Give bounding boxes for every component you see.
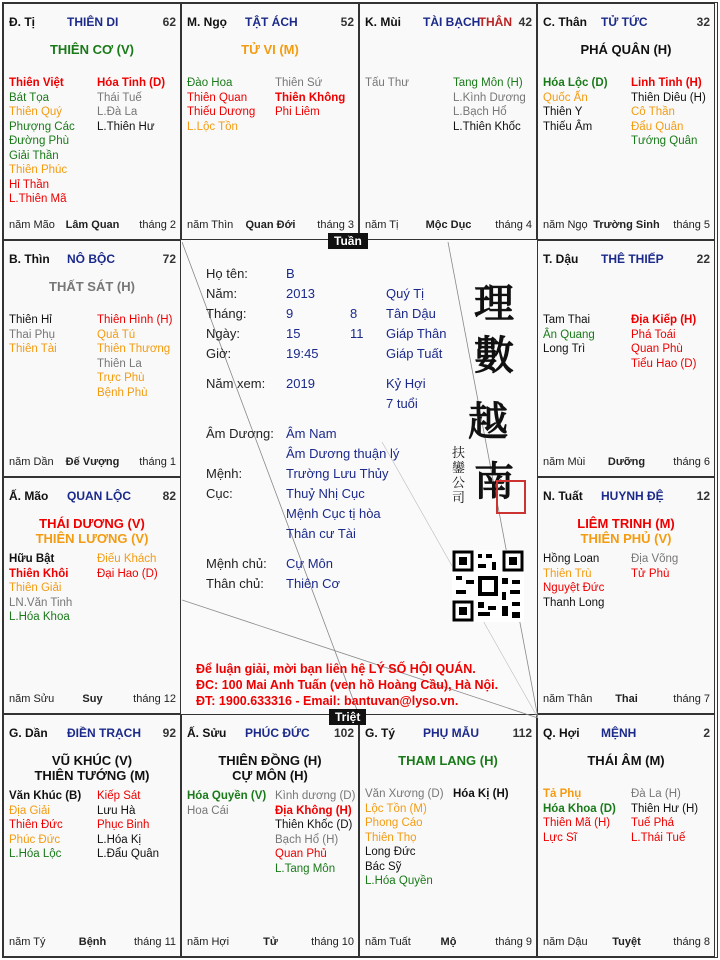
minor-star: Bệnh Phù (97, 386, 148, 399)
qr-code (452, 550, 524, 622)
minor-star: Tả Phụ (543, 788, 582, 800)
tuan-tag: Tuần (328, 233, 368, 249)
palace-footer (365, 219, 532, 233)
palace-age: 82 (162, 489, 176, 503)
palace-footer (543, 936, 710, 950)
palace-name: TỬ TỨC (601, 15, 648, 29)
minor-star: Kình dương (D) (275, 790, 356, 802)
minor-star: Thiên Quan (187, 91, 248, 104)
palace-year: năm Tý (9, 936, 46, 948)
palace-footer (365, 936, 532, 950)
minor-star: Thiên Sứ (275, 77, 323, 89)
palace-footer (9, 936, 176, 950)
minor-star: Thiên Diêu (H) (631, 91, 706, 104)
star-column-right (97, 552, 158, 581)
minor-star: Thiên Y (543, 106, 583, 118)
minor-star: L.Thiên Mã (9, 193, 67, 205)
minor-star: Tam Thai (543, 314, 591, 326)
palace-year: năm Hợi (187, 936, 230, 948)
month-label: Tháng: (206, 306, 247, 321)
palace-stage: Đế Vượng (65, 456, 120, 468)
minor-star: Trực Phù (97, 372, 145, 384)
palace-tuat (537, 477, 715, 714)
palace-branch: M. Ngọ (187, 15, 227, 29)
minor-star: L.Đà La (97, 106, 138, 118)
minor-star: L.Hóa Khoa (9, 611, 70, 623)
minor-star: Hoa Cái (187, 804, 229, 817)
minor-star: Văn Xương (D) (365, 788, 444, 800)
minor-star: Bác Sỹ (365, 860, 402, 873)
contact-line-1: Để luận giải, mời bạn liên hệ LÝ SỐ HỘI QUÁN. (196, 662, 476, 676)
minor-star: Phong Cáo (365, 817, 423, 829)
main-star: THẤT SÁT (H) (49, 279, 135, 294)
palace-footer (9, 456, 176, 470)
minor-star: Địa Võng (631, 553, 679, 565)
palace-name: PHÚC ĐỨC (245, 726, 310, 740)
palace-stage: Tử (263, 936, 278, 948)
star-column-right (97, 313, 172, 400)
thanchu-value: Thiên Cơ (286, 576, 341, 591)
view-can: Kỷ Hợi (386, 376, 426, 391)
month-lunar: 8 (350, 306, 358, 321)
main-star: LIÊM TRINH (M) (577, 516, 675, 531)
calligraphy-3: 越 (468, 398, 508, 445)
palace-name: TÀI BẠCH (423, 15, 481, 29)
hour-label: Giờ: (206, 346, 232, 361)
minor-star: Địa Không (H) (275, 804, 352, 817)
palace-footer (187, 219, 354, 233)
minor-star: Hóa Kị (H) (453, 788, 509, 800)
palace-branch: Ấ. Mão (9, 489, 49, 503)
day-solar: 15 (286, 326, 301, 341)
palace-branch: G. Tý (365, 726, 396, 740)
palace-branch: N. Tuất (543, 489, 583, 503)
day-lunar: 11 (350, 326, 364, 341)
palace-year: năm Ngọ (543, 219, 588, 231)
view-year-label: Năm xem: (206, 376, 266, 391)
palace-stage: Dưỡng (607, 456, 646, 468)
palace-stage: Thai (615, 693, 638, 705)
star-column-left (365, 76, 409, 91)
minor-star: Giải Thần (9, 149, 59, 162)
minor-star: Địa Kiếp (H) (631, 314, 697, 326)
palace-ti (3, 3, 181, 240)
star-column-right (275, 789, 355, 876)
minor-star: Thiên Hư (H) (631, 802, 699, 815)
triet-tag: Triệt (329, 709, 366, 725)
palace-year: năm Thân (543, 693, 593, 705)
hour-can: Giáp Tuất (386, 346, 443, 361)
star-column-right (631, 313, 696, 371)
palace-month: tháng 3 (317, 219, 354, 231)
palace-footer (9, 693, 176, 707)
star-column-left (543, 552, 604, 610)
minor-star: Thiên Trù (543, 567, 592, 580)
minor-star: Thiên Khốc (D) (275, 819, 353, 831)
palace-name: MỆNH (601, 726, 637, 740)
minor-star: Ân Quang (543, 328, 595, 341)
than-cu: Thân cư Tài (286, 526, 356, 541)
minor-star: Lưu Hà (97, 804, 136, 817)
palace-name: ĐIỀN TRẠCH (67, 726, 141, 740)
palace-stage: Bệnh (78, 936, 107, 948)
palace-name: TẬT ÁCH (245, 15, 298, 29)
minor-star: L.Bạch Hổ (453, 106, 507, 118)
center-info (182, 242, 538, 718)
main-star-2: CỰ MÔN (H) (232, 768, 308, 783)
minor-star: Phi Liêm (275, 106, 320, 118)
menhchu-label: Mệnh chủ: (206, 556, 267, 571)
palace-age: 42 (518, 15, 532, 29)
contact-line-3: ĐT: 1900.633316 - Email: bantuvan@lyso.vn. (196, 694, 459, 708)
minor-star: Thiên La (97, 357, 142, 370)
palace-suu (181, 714, 359, 957)
minor-star: Bạch Hổ (H) (275, 833, 339, 846)
minor-star: L.Hóa Quyền (365, 875, 433, 887)
minor-star: L.Đẩu Quân (97, 848, 160, 860)
palace-month: tháng 10 (311, 936, 354, 948)
minor-star: Thiên Thương (97, 343, 171, 355)
calligraphy-1: 理 (474, 280, 514, 327)
star-column-left (543, 76, 608, 134)
year-value: 2013 (286, 286, 315, 301)
palace-month: tháng 4 (495, 219, 532, 231)
minor-star: L.Thiên Hư (97, 120, 155, 133)
minor-star: Thái Tuế (97, 91, 142, 104)
palace-month: tháng 11 (133, 936, 176, 948)
minor-star: Đà La (H) (631, 788, 681, 800)
palace-stage: Suy (82, 693, 103, 705)
minor-star: Điếu Khách (97, 553, 157, 565)
palace-age: 92 (162, 726, 176, 740)
minor-star: Linh Tinh (H) (631, 77, 702, 89)
minor-star: Tiểu Hao (D) (631, 357, 697, 370)
amduong-label: Âm Dương: (206, 426, 274, 441)
palace-branch: C. Thân (543, 15, 587, 29)
palace-footer (543, 693, 710, 707)
minor-star: Lực Sĩ (543, 831, 577, 844)
minor-star: L.Thiên Khốc (453, 120, 521, 133)
minor-star: Phúc Đức (9, 833, 61, 846)
minor-star: Đại Hao (D) (97, 567, 158, 580)
main-star-2: THIÊN PHỦ (V) (580, 531, 672, 546)
minor-star: Thiên Mã (H) (543, 817, 611, 829)
amduong-value: Âm Nam (286, 426, 337, 441)
cuc-value: Thuỷ Nhị Cục (286, 486, 365, 501)
star-column-right (453, 787, 509, 802)
star-column-left (187, 76, 255, 134)
palace-branch: T. Dậu (543, 252, 579, 266)
main-star-2: THIÊN LƯƠNG (V) (35, 531, 149, 546)
minor-star: Thanh Long (543, 596, 605, 609)
main-star: PHÁ QUÂN (H) (580, 42, 672, 57)
palace-than (537, 3, 715, 240)
palace-age: 32 (696, 15, 710, 29)
contact-line-2: ĐC: 100 Mai Anh Tuấn (ven hồ Hoàng Cầu), Hà Nội. (196, 678, 499, 692)
main-star-2: THIÊN TƯỚNG (M) (34, 768, 150, 783)
main-star: TỬ VI (M) (241, 42, 299, 57)
palace-dan (3, 714, 181, 957)
palace-month: tháng 6 (673, 456, 710, 468)
minor-star: Quan Phù (631, 343, 683, 355)
main-star: THIÊN CƠ (V) (49, 42, 135, 57)
menh-value: Trường Lưu Thủy (286, 466, 389, 481)
menh-label: Mệnh: (206, 466, 243, 481)
star-column-left (543, 787, 616, 845)
month-can: Tân Dậu (386, 306, 436, 321)
star-column-left (187, 789, 266, 818)
minor-star: Thai Phụ (9, 328, 56, 341)
minor-star: Thiên Tài (9, 343, 57, 355)
minor-star: Thiếu Dương (187, 106, 256, 118)
palace-name: QUAN LỘC (67, 489, 131, 503)
palace-footer (9, 219, 176, 233)
minor-star: Đẩu Quân (631, 120, 684, 133)
palace-age: 12 (696, 489, 710, 503)
palace-branch: K. Mùi (365, 15, 401, 29)
minor-star: Bát Tọa (9, 91, 50, 104)
thanchu-label: Thân chủ: (206, 576, 264, 591)
minor-star: Tấu Thư (365, 77, 409, 89)
minor-star: Thiên Thọ (365, 831, 417, 844)
main-star: VŨ KHÚC (V) (51, 753, 133, 768)
minor-star: L.Hóa Kị (97, 833, 142, 846)
amduong-note: Âm Dương thuận lý (286, 446, 400, 461)
minor-star: L.Lộc Tồn (187, 120, 238, 133)
name-label: Họ tên: (206, 266, 248, 281)
star-column-right (97, 789, 159, 862)
star-column-left (9, 789, 81, 862)
palace-branch: G. Dần (9, 726, 48, 740)
minor-star: Long Đức (365, 846, 416, 858)
minor-star: LN.Văn Tinh (9, 596, 73, 609)
palace-year: năm Sửu (9, 693, 55, 705)
palace-footer (543, 456, 710, 470)
palace-name: THÊ THIẾP (601, 252, 664, 266)
star-column-right (631, 552, 678, 581)
minor-star: Quan Phủ (275, 848, 327, 860)
palace-age: 112 (512, 726, 532, 740)
main-star: THÁI DƯƠNG (V) (39, 516, 145, 531)
star-column-right (453, 76, 526, 134)
minor-star: Thiên Việt (9, 77, 64, 89)
minor-star: Long Trì (543, 343, 586, 355)
palace-name: THIÊN DI (67, 15, 119, 29)
palace-ty (359, 714, 537, 957)
palace-year: năm Tuất (365, 936, 411, 948)
palace-branch: Q. Hợi (543, 726, 580, 740)
palace-year: năm Mùi (543, 456, 586, 468)
palace-stage: Lâm Quan (65, 219, 120, 231)
day-label: Ngày: (206, 326, 240, 341)
name-value: B (286, 266, 295, 281)
cuc-note: Mệnh Cục tị hòa (286, 506, 381, 521)
than-marker: THÂN (478, 15, 512, 29)
view-year: 2019 (286, 376, 315, 391)
palace-footer (187, 936, 354, 950)
minor-star: L.Thái Tuế (631, 831, 686, 844)
minor-star: Hỉ Thần (9, 178, 50, 191)
palace-footer (543, 219, 710, 233)
calligraphy-2: 數 (474, 332, 514, 379)
menhchu-value: Cự Môn (286, 556, 333, 571)
palace-stage: Mộ (440, 936, 457, 948)
cuc-label: Cục: (206, 486, 233, 501)
palace-thin (3, 240, 181, 477)
minor-star: Lộc Tồn (M) (365, 802, 427, 815)
minor-star: Thiếu Âm (543, 120, 593, 133)
palace-year: năm Dậu (543, 936, 588, 948)
minor-star: Đường Phù (9, 135, 69, 147)
palace-age: 102 (333, 726, 354, 740)
star-column-left (9, 313, 57, 357)
star-column-right (631, 787, 698, 845)
minor-star: Quả Tú (97, 328, 136, 341)
star-column-right (97, 76, 165, 134)
minor-star: Hữu Bật (9, 553, 55, 565)
main-star: THAM LANG (H) (398, 753, 498, 768)
minor-star: Thiên Phúc (9, 164, 68, 176)
minor-star: L.Hóa Lộc (9, 848, 62, 860)
star-column-right (631, 76, 706, 149)
palace-age: 52 (340, 15, 354, 29)
minor-star: Kiếp Sát (97, 790, 141, 802)
palace-mui (359, 3, 537, 240)
minor-star: Thiên Quý (9, 106, 63, 118)
main-star: THIÊN ĐỒNG (H) (218, 753, 322, 768)
palace-hoi (537, 714, 715, 957)
seal-stamp (496, 480, 526, 514)
main-star: THÁI ÂM (M) (587, 753, 665, 768)
minor-star: Tang Môn (H) (453, 77, 523, 89)
palace-name: NÔ BỘC (67, 252, 115, 266)
calligraphy-small: 扶鑾公司 (452, 446, 466, 506)
star-column-left (9, 76, 75, 207)
minor-star: Tử Phù (631, 567, 670, 580)
palace-year: năm Thìn (187, 219, 234, 231)
palace-year: năm Dần (9, 456, 54, 468)
palace-dau (537, 240, 715, 477)
star-column-left (543, 313, 595, 357)
minor-star: Phục Binh (97, 819, 150, 831)
star-column-left (365, 787, 444, 889)
calligraphy-4: 南 (474, 458, 514, 505)
minor-star: Tướng Quân (631, 135, 698, 147)
palace-month: tháng 2 (139, 219, 176, 231)
palace-month: tháng 5 (673, 219, 710, 231)
palace-age: 2 (703, 726, 710, 740)
minor-star: Đào Hoa (187, 77, 233, 89)
minor-star: Thiên Giải (9, 582, 62, 594)
palace-year: năm Mão (9, 219, 55, 231)
palace-stage: Trường Sinh (593, 219, 660, 231)
palace-stage: Mộc Dục (425, 219, 472, 231)
horoscope-chart (2, 2, 718, 958)
minor-star: Phượng Các (9, 120, 75, 133)
palace-name: HUYNH ĐỆ (601, 489, 664, 503)
minor-star: Phá Toái (631, 328, 676, 341)
minor-star: Hóa Quyền (V) (187, 790, 267, 802)
minor-star: L.Kình Dương (453, 91, 526, 104)
palace-month: tháng 7 (673, 693, 710, 705)
palace-branch: Đ. Tị (9, 15, 35, 29)
star-column-right (275, 76, 345, 120)
year-can: Quý Tị (386, 286, 425, 301)
minor-star: Thiên Khôi (9, 567, 69, 580)
palace-age: 72 (162, 252, 176, 266)
minor-star: Thiên Không (275, 91, 346, 104)
minor-star: Hóa Tinh (D) (97, 77, 166, 89)
palace-age: 62 (162, 15, 176, 29)
minor-star: Thiên Đức (9, 819, 63, 831)
minor-star: Địa Giải (9, 804, 50, 817)
palace-month: tháng 1 (139, 456, 176, 468)
palace-month: tháng 12 (133, 693, 176, 705)
palace-age: 22 (696, 252, 710, 266)
star-column-left (9, 552, 72, 625)
palace-mao (3, 477, 181, 714)
minor-star: Hóa Lộc (D) (543, 77, 608, 89)
minor-star: L.Tang Môn (275, 862, 336, 875)
minor-star: Thiên Hình (H) (97, 314, 173, 326)
hour-value: 19:45 (286, 346, 319, 361)
palace-ngo (181, 3, 359, 240)
palace-branch: Ấ. Sửu (187, 726, 227, 740)
palace-year: năm Tị (365, 219, 399, 231)
palace-stage: Tuyệt (612, 936, 641, 948)
palace-month: tháng 9 (495, 936, 532, 948)
palace-month: tháng 8 (673, 936, 710, 948)
age-value: 7 tuổi (386, 396, 418, 411)
palace-stage: Quan Đới (245, 219, 296, 231)
year-label: Năm: (206, 286, 238, 301)
minor-star: Tuế Phá (631, 817, 675, 829)
minor-star: Hóa Khoa (D) (543, 802, 616, 815)
month-solar: 9 (286, 306, 294, 321)
minor-star: Hồng Loan (543, 553, 600, 565)
minor-star: Cô Thần (631, 106, 675, 118)
minor-star: Văn Khúc (B) (9, 790, 82, 802)
minor-star: Thiên Hỉ (9, 314, 52, 326)
day-can: Giáp Thân (386, 326, 447, 341)
palace-branch: B. Thìn (9, 252, 50, 266)
minor-star: Nguyệt Đức (543, 582, 605, 594)
palace-name: PHỤ MẪU (423, 726, 479, 740)
minor-star: Quốc Ấn (543, 91, 588, 104)
